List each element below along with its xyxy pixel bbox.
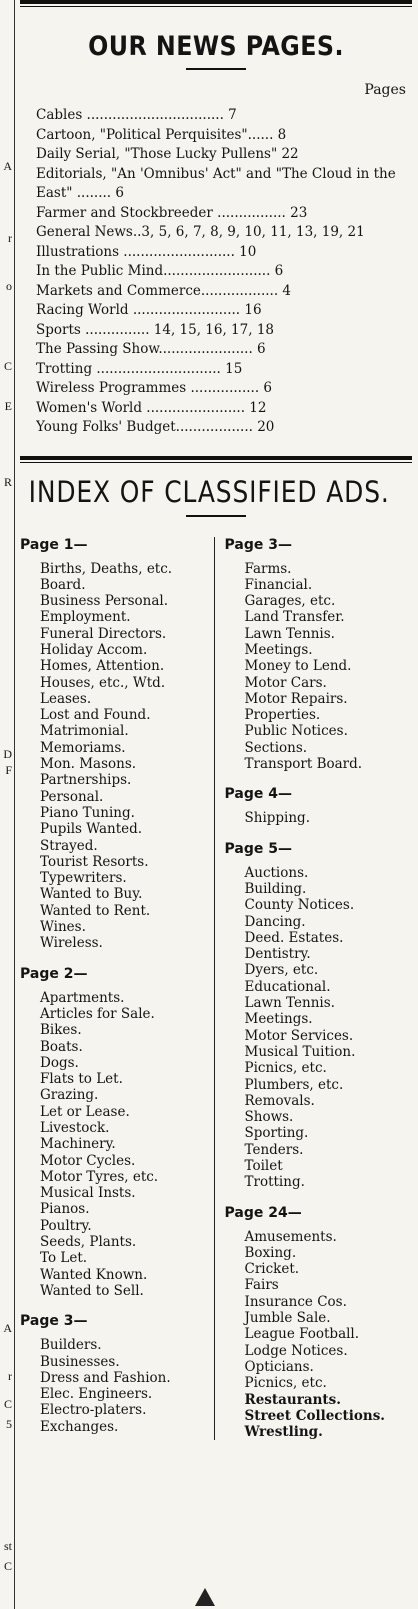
ad-category: Cricket. [244, 1261, 300, 1278]
ad-category: Public Notices. [244, 723, 348, 740]
ad-category: Wanted to Rent. [40, 902, 151, 919]
ad-category-list [225, 810, 413, 826]
ad-category: Farms. [244, 560, 292, 577]
ad-category: Wanted to Sell. [40, 1282, 144, 1299]
ad-category: Picnics, etc. [244, 1375, 327, 1392]
page-heading: Page 1— [20, 536, 88, 553]
margin-fragment: E [4, 399, 12, 413]
ad-category: Holiday Accom. [40, 641, 148, 658]
adjacent-column-edge [0, 0, 15, 1609]
ad-category: League Football. [244, 1326, 360, 1343]
ad-category: Lost and Found. [40, 707, 151, 724]
ad-category: Strayed. [40, 837, 98, 854]
margin-fragment: o [6, 279, 12, 293]
margin-fragment: r [8, 231, 12, 245]
ad-category: Machinery. [40, 1136, 116, 1153]
ad-category: Wines. [40, 919, 86, 936]
ad-category: Wanted to Buy. [40, 886, 143, 903]
ornament-icon [195, 1588, 215, 1606]
ad-category: Partnerships. [40, 772, 132, 789]
margin-fragment: A [3, 1321, 12, 1335]
news-pages-list [20, 106, 412, 438]
ad-category: Memoriams. [40, 739, 126, 756]
ad-category-list [225, 865, 413, 1191]
ad-category: Wireless. [40, 935, 103, 952]
ad-category: Business Personal. [40, 593, 169, 610]
page-heading: Page 4— [224, 786, 292, 803]
classified-columns [20, 537, 412, 1441]
ad-category: Educational. [244, 978, 331, 995]
ad-category: Restaurants. [244, 1391, 341, 1408]
news-item: Racing World ......................... 16 [36, 302, 262, 318]
ad-category: Properties. [244, 707, 321, 724]
ad-category-list [225, 561, 413, 773]
ad-category: Financial. [244, 576, 313, 593]
ad-category: Motor Cars. [244, 674, 327, 691]
news-item: General News..3, 5, 6, 7, 8, 9, 10, 11, 13, 19, 21 [36, 224, 365, 240]
margin-fragment: D [3, 747, 12, 761]
news-item: The Passing Show...................... 6 [36, 341, 266, 357]
ad-category: Bikes. [40, 1022, 82, 1039]
ad-category: To Let. [40, 1250, 88, 1267]
ad-category: Transport Board. [244, 756, 363, 773]
ad-category: Tourist Resorts. [40, 853, 149, 870]
ad-category: Houses, etc., Wtd. [40, 674, 166, 691]
page-heading: Page 3— [20, 1313, 88, 1330]
ad-category: Meetings. [244, 641, 313, 658]
ad-category: Removals. [244, 1092, 315, 1109]
ad-category: Lodge Notices. [244, 1342, 348, 1359]
news-item: In the Public Mind......................... 6 [36, 263, 284, 279]
ad-category: Wanted Known. [40, 1266, 148, 1283]
page-heading: Page 5— [224, 840, 292, 857]
margin-fragment: r [8, 1369, 12, 1383]
ad-category: Dancing. [244, 913, 306, 930]
ad-category: Motor Repairs. [244, 690, 348, 707]
ad-category: Articles for Sale. [40, 1005, 155, 1022]
section-double-rule [20, 456, 412, 463]
ad-category: Livestock. [40, 1120, 110, 1136]
ad-category: Shows. [244, 1109, 294, 1126]
ad-category: Street Collections. [244, 1407, 386, 1424]
ad-category: Musical Insts. [40, 1185, 136, 1202]
ad-category: Piano Tuning. [40, 804, 135, 821]
margin-fragment: st [3, 1539, 12, 1553]
ads-title-underline [186, 515, 246, 517]
ad-category: Sections. [244, 739, 308, 756]
margin-fragment: R [3, 475, 12, 489]
ad-category: Dress and Fashion. [40, 1369, 171, 1386]
ad-category: Seeds, Plants. [40, 1234, 137, 1251]
news-item: Illustrations .......................... 10 [36, 243, 257, 260]
news-item: Daily Serial, "Those Lucky Pullens" 22 [36, 146, 299, 162]
ad-category: Lawn Tennis. [244, 625, 335, 642]
ad-category: Tenders. [244, 1141, 304, 1158]
classified-right-column [215, 537, 413, 1441]
margin-fragment: 5 [6, 1417, 12, 1431]
news-item: Cables ................................ 7 [36, 107, 237, 123]
ad-category: Motor Services. [244, 1027, 354, 1044]
page-heading: Page 3— [224, 536, 292, 553]
ad-category: Insurance Cos. [244, 1293, 347, 1310]
ad-category: Shipping. [244, 810, 310, 827]
ad-category: Births, Deaths, etc. [40, 560, 173, 577]
title-underline [186, 68, 246, 70]
ad-category: Boxing. [244, 1244, 297, 1261]
top-double-rule [20, 0, 412, 7]
ad-category: Wrestling. [244, 1424, 323, 1441]
news-item: Farmer and Stockbreeder ................ 23 [36, 204, 308, 221]
ad-category: Leases. [40, 690, 92, 707]
news-item: Young Folks' Budget.................. 20 [36, 419, 275, 435]
news-item: Wireless Programmes ................ 6 [36, 380, 273, 396]
ad-category: Electro-platers. [40, 1402, 147, 1419]
ad-category: Lawn Tennis. [244, 995, 335, 1012]
ad-category: Musical Tuition. [244, 1043, 356, 1060]
ad-category: Plumbers, etc. [244, 1076, 344, 1093]
ad-category: Building. [244, 880, 307, 897]
ad-category: Matrimonial. [40, 723, 129, 740]
ad-category: Pianos. [40, 1201, 90, 1218]
ad-category: Garages, etc. [244, 593, 336, 610]
ad-category: Employment. [40, 609, 131, 626]
ad-category: Homes, Attention. [40, 658, 165, 675]
ad-category: Builders. [40, 1337, 102, 1354]
ad-category-list [20, 990, 208, 1300]
ad-category: Flats to Let. [40, 1071, 123, 1088]
news-item: Trotting ............................. 15 [36, 360, 243, 377]
ad-category: Opticians. [244, 1358, 314, 1375]
margin-fragment: C [3, 359, 12, 373]
news-item: Women's World ....................... 12 [36, 399, 267, 416]
ad-category: Deed. Estates. [244, 929, 344, 946]
ad-category: Fairs [244, 1277, 279, 1294]
margin-fragment: C [3, 1559, 12, 1573]
ad-category: Funeral Directors. [40, 625, 167, 642]
ad-category: Land Transfer. [244, 609, 345, 626]
ad-category: Board. [40, 576, 86, 593]
pages-column-label: Pages [364, 82, 406, 98]
ad-category-list [225, 1229, 413, 1441]
ad-category: Picnics, etc. [244, 1060, 327, 1077]
classified-left-column [20, 537, 215, 1441]
ad-category: Jumble Sale. [244, 1310, 331, 1327]
ad-category: Motor Tyres, etc. [40, 1168, 159, 1185]
ad-category: Meetings. [244, 1011, 313, 1028]
ad-category: Trotting. [244, 1174, 305, 1191]
page-heading: Page 2— [20, 965, 88, 982]
ad-category: Apartments. [40, 989, 125, 1006]
news-item: Cartoon, "Political Perquisites"...... 8 [36, 126, 287, 143]
news-item: Markets and Commerce.................. 4 [36, 282, 291, 299]
ad-category: Elec. Engineers. [40, 1386, 153, 1403]
margin-fragment: A [3, 159, 12, 173]
ad-category: Sporting. [244, 1125, 309, 1142]
ad-category-list [20, 1337, 208, 1435]
ad-category: Exchanges. [40, 1418, 119, 1435]
ad-category: Poultry. [40, 1217, 92, 1234]
ad-category: Dogs. [40, 1054, 79, 1071]
news-item: Sports ............... 14, 15, 16, 17, 18 [36, 321, 274, 338]
news-index-column [20, 0, 412, 1440]
margin-fragment: F [5, 763, 12, 777]
classified-index-title: INDEX OF CLASSIFIED ADS. [28, 474, 390, 509]
ad-category: Motor Cycles. [40, 1152, 136, 1169]
ad-category: Let or Lease. [40, 1103, 130, 1120]
ad-category: Typewriters. [40, 870, 127, 887]
ad-category-list [20, 561, 208, 952]
ad-category: Auctions. [244, 864, 309, 881]
ad-category: Dentistry. [244, 946, 311, 963]
ad-category: County Notices. [244, 897, 355, 914]
page-heading: Page 24— [224, 1204, 302, 1221]
ad-category: Mon. Masons. [40, 756, 137, 773]
ad-category: Boats. [40, 1038, 83, 1055]
ad-category: Dyers, etc. [244, 962, 319, 979]
ad-category: Money to Lend. [244, 658, 352, 675]
ad-category: Grazing. [40, 1087, 99, 1104]
ad-category: Personal. [40, 788, 104, 805]
margin-fragment: C [3, 1397, 12, 1411]
news-item: Editorials, "An 'Omnibus' Act" and "The Cloud in the East" ........ 6 [36, 165, 396, 201]
ad-category: Pupils Wanted. [40, 821, 143, 838]
ad-category: Toilet [244, 1158, 283, 1174]
ad-category: Businesses. [40, 1353, 120, 1370]
ad-category: Amusements. [244, 1228, 337, 1245]
news-pages-title: OUR NEWS PAGES. [88, 31, 344, 62]
